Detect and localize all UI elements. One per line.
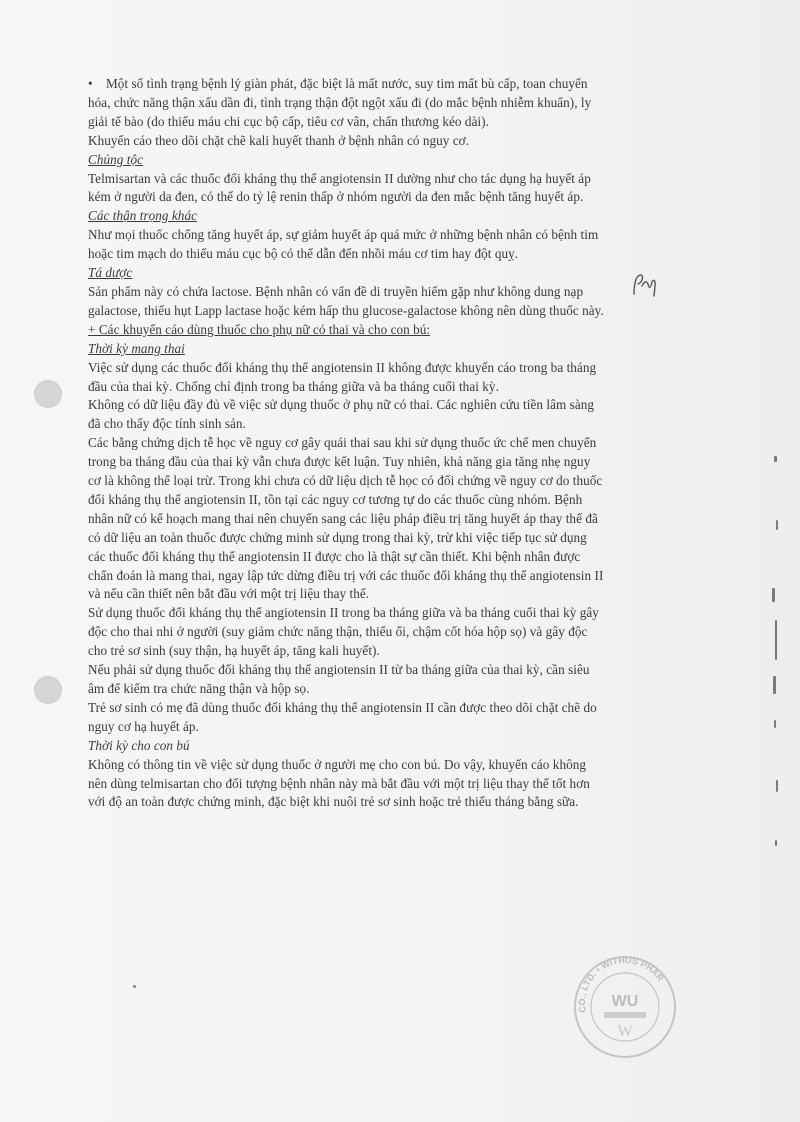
line-text: Một số tình trạng bệnh lý giàn phát, đặc biệt là mất nước, suy tim mất bù cấp, toan chuyển — [106, 76, 588, 91]
text-line — [88, 604, 706, 623]
text-line — [88, 548, 706, 567]
section-heading — [88, 264, 706, 283]
line-text: Thời kỳ mang thai — [88, 340, 185, 356]
text-line — [88, 718, 706, 737]
line-text: hoặc tim mạch do thiếu máu cục bộ có thể dẫn đến nhồi máu cơ tim hay đột quỵ. — [88, 246, 519, 262]
text-line — [88, 529, 706, 548]
text-line — [88, 642, 706, 661]
line-text: Các thận trọng khác — [88, 208, 197, 224]
seal-center-text: WU — [611, 993, 639, 1010]
text-line — [88, 359, 706, 378]
line-text: Các bằng chứng dịch tễ học về nguy cơ gây quái thai sau khi sử dụng thuốc ức chế men chuyển — [88, 435, 597, 451]
line-text: chẩn đoán là mang thai, ngay lập tức dừng điều trị với các thuốc đối kháng thụ thể angiotensin II — [88, 567, 604, 583]
speck — [133, 985, 136, 988]
line-text: trong ba tháng đầu của thai kỳ vẫn chưa được kết luận. Tuy nhiên, khả năng gia tăng nhẹ nguy — [88, 454, 591, 470]
edge-scan-mark — [775, 840, 777, 846]
line-text: Chủng tộc — [88, 151, 144, 167]
line-text: Trẻ sơ sinh có mẹ đã dùng thuốc đối kháng thụ thể angiotensin II cần được theo dõi chặt chẽ do — [88, 699, 597, 715]
line-text: + Các khuyến cáo dùng thuốc cho phụ nữ có thai và cho con bú: — [88, 321, 431, 337]
text-line — [88, 756, 706, 775]
text-line — [88, 94, 706, 113]
handwritten-initials — [630, 272, 660, 298]
line-text: Không có thông tin về việc sử dụng thuốc ở người mẹ cho con bú. Do vậy, khuyến cáo không — [88, 756, 587, 772]
line-text: Sử dụng thuốc đối kháng thụ thể angiotensin II trong ba tháng giữa và ba tháng cuối thai kỳ gây — [88, 605, 599, 621]
text-line — [88, 132, 706, 151]
section-heading — [88, 737, 706, 756]
text-line — [88, 661, 706, 680]
line-text: cơ là không thể loại trừ. Trong khi chưa có dữ liệu dịch tễ học có đối chứng về nguy cơ do thuốc — [88, 473, 603, 489]
punch-hole-bottom — [34, 676, 62, 704]
line-text: Thời kỳ cho con bú — [88, 737, 190, 753]
text-line — [88, 245, 706, 264]
text-line — [88, 491, 706, 510]
line-text: galactose, thiếu hụt Lapp lactase hoặc kém hấp thu glucose-galactose không nên dùng thuốc này. — [88, 302, 604, 318]
line-text: các thuốc đối kháng thụ thể angiotensin II được cho là thật sự cần thiết. Khi bệnh nhân được — [88, 548, 581, 564]
seal-bottom-mark: W — [617, 1023, 633, 1040]
line-text: hóa, chức năng thận xấu dần đi, tình trạng thận đột ngột xấu đi (do mắc bệnh nhiễm khuẩn), ly — [88, 94, 592, 110]
document-body — [88, 75, 706, 812]
company-seal — [570, 952, 680, 1062]
text-line — [88, 283, 706, 302]
line-text: Không có dữ liệu đầy đủ về việc sử dụng thuốc ở phụ nữ có thai. Các nghiên cứu tiền lâm sàng — [88, 397, 595, 413]
subsection-title — [88, 321, 706, 340]
text-line — [88, 434, 706, 453]
seal-top-text: CO., LTD. • WITHUS PHAR — [576, 955, 666, 1014]
text-line — [88, 302, 706, 321]
line-text: nên dùng telmisartan cho đối tượng bệnh nhân này mà bắt đầu với một trị liệu thay thế tốt hơn — [88, 775, 590, 791]
edge-scan-mark — [774, 456, 777, 462]
line-text: âm để kiểm tra chức năng thận và hộp sọ. — [88, 681, 310, 696]
line-text: Như mọi thuốc chống tăng huyết áp, sự giảm huyết áp quá mức ở những bệnh nhân có bệnh tim — [88, 227, 599, 243]
line-text: Nếu phải sử dụng thuốc đối kháng thụ thể angiotensin II từ ba tháng giữa của thai kỳ, cần siêu — [88, 662, 590, 678]
line-text: kém ở người da đen, có thể do tỷ lệ renin thấp ở nhóm người da đen mắc bệnh tăng huyết áp. — [88, 189, 584, 205]
line-text: và nếu cần thiết nên bắt đầu với một trị liệu thay thế. — [88, 586, 370, 602]
edge-scan-mark — [776, 520, 778, 530]
line-text: cho trẻ sơ sinh (suy thận, hạ huyết áp, tăng kali huyết). — [88, 643, 380, 659]
text-line — [88, 775, 706, 794]
line-text: với độ an toàn được chứng minh, đặc biệt khi nuôi trẻ sơ sinh hoặc trẻ thiếu tháng bằng sữa. — [88, 794, 579, 810]
text-line — [88, 623, 706, 642]
line-text: Khuyến cáo theo dõi chặt chẽ kali huyết thanh ở bệnh nhân có nguy cơ. — [88, 132, 470, 148]
line-text: đầu của thai kỳ. Chống chỉ định trong ba tháng giữa và ba tháng cuối thai kỳ. — [88, 378, 499, 394]
line-text: có dữ liệu an toàn thuốc được chứng minh sử dụng trong thai kỳ, trừ khi việc tiếp tục sử dụng — [88, 529, 587, 545]
edge-scan-mark — [776, 780, 778, 792]
text-line — [88, 510, 706, 529]
line-text: đã cho thấy độc tính sinh sản. — [88, 416, 246, 432]
edge-scan-mark — [774, 720, 776, 728]
text-line — [88, 453, 706, 472]
punch-hole-top — [34, 380, 62, 408]
bullet-line — [88, 75, 706, 94]
section-heading — [88, 340, 706, 359]
text-line — [88, 585, 706, 604]
section-heading — [88, 207, 706, 226]
edge-scan-mark — [775, 620, 777, 660]
text-line — [88, 396, 706, 415]
line-text: Sản phẩm này có chứa lactose. Bệnh nhân có vấn đề di truyền hiếm gặp như không dung nạp — [88, 283, 584, 299]
line-text: Tá dược — [88, 265, 133, 281]
text-line — [88, 378, 706, 397]
text-line — [88, 415, 706, 434]
text-line — [88, 472, 706, 491]
line-text: giải tế bào (do thiếu máu chi cục bộ cấp, tiêu cơ vân, chấn thương kéo dài). — [88, 113, 489, 129]
text-line — [88, 170, 706, 189]
section-heading — [88, 151, 706, 170]
text-line — [88, 699, 706, 718]
bullet-mark: • — [88, 76, 93, 91]
line-text: đối kháng thụ thể angiotensin II, tồn tại các nguy cơ tương tự do các thuốc cùng nhóm. Bệnh — [88, 491, 583, 507]
line-text: độc cho thai nhi ở người (suy giảm chức năng thận, thiểu ối, chậm cốt hóa hộp sọ) và gây độc — [88, 624, 588, 640]
text-line — [88, 793, 706, 812]
line-text: nhân nữ có kế hoạch mang thai nên chuyển sang các liệu pháp điều trị tăng huyết áp thay thế đã — [88, 510, 598, 526]
text-line — [88, 567, 706, 586]
text-line — [88, 680, 706, 699]
line-text: Telmisartan và các thuốc đối kháng thụ thể angiotensin II dường như cho tác dụng hạ huyết áp — [88, 170, 591, 186]
line-text: Việc sử dụng các thuốc đối kháng thụ thể angiotensin II không được khuyến cáo trong ba tháng — [88, 359, 597, 375]
edge-scan-mark — [772, 588, 775, 602]
text-line — [88, 226, 706, 245]
text-line — [88, 188, 706, 207]
text-line — [88, 113, 706, 132]
line-text: nguy cơ hạ huyết áp. — [88, 718, 199, 734]
edge-scan-mark — [773, 676, 776, 694]
